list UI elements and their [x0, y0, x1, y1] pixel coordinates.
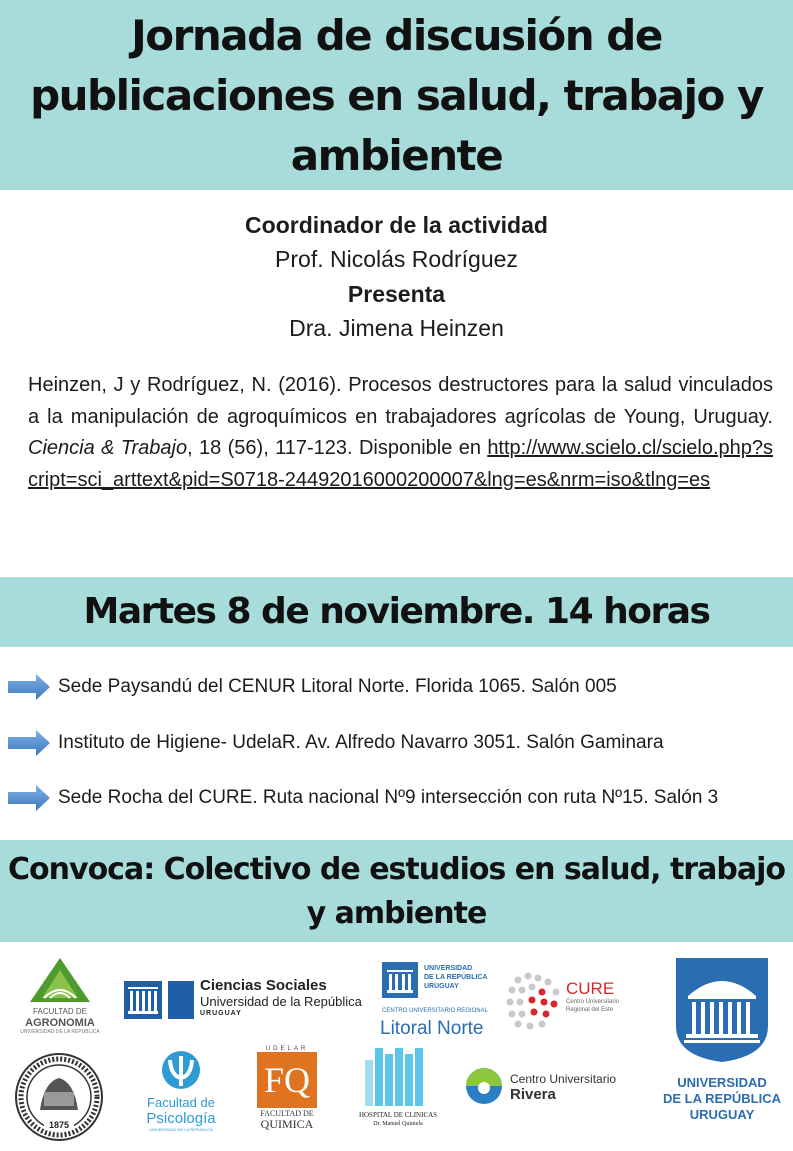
coordinator-name: Prof. Nicolás Rodríguez: [275, 246, 518, 272]
presenter-heading: Presenta: [347, 281, 446, 307]
convoca-band: [0, 840, 793, 942]
venue-text: Instituto de Higiene- UdelaR. Av. Alfredo Navarro 3051. Salón Gaminara: [58, 732, 664, 753]
cure-dots-icon: [506, 972, 564, 1030]
reference-authors-title: Heinzen, J y Rodríguez, N. (2016). Procesos destructores para la salud vinculados a la manipulación de agroquímicos en trabajadores agrícolas de Young, Uruguay.: [28, 374, 773, 428]
psicologia-emblem-icon: [161, 1050, 201, 1090]
page-title: [0, 6, 793, 186]
presenter-name: Dra. Jimena Heinzen: [289, 315, 504, 341]
venue-item: [8, 672, 617, 702]
date-band: [0, 577, 793, 647]
roles-block: [0, 208, 793, 346]
quimica-mark: FQ: [257, 1052, 317, 1108]
hospital-logo: HOSPITAL DE CLINICAS Dr. Manuel Quintela: [350, 1048, 446, 1130]
udelar-logo: UNIVERSIDAD DE LA REPÚBLICA URUGUAY: [664, 956, 780, 1132]
agronomia-logo: FACULTAD DE AGRONOMIA UNIVERSIDAD DE LA REPÚBLICA: [14, 958, 106, 1042]
reference-link[interactable]: http://www.scielo.cl/scielo.php?script=sci_arttext&pid=S0718-24492016000200007&lng=es&nrm=iso&tlng=es: [28, 437, 773, 491]
convoca-line-2: y ambiente: [306, 896, 487, 931]
title-line-1: Jornada de discusión de: [131, 11, 662, 60]
convoca-line-1: Convoca: Colectivo de estudios en salud, trabajo: [8, 852, 785, 887]
title-line-3: ambiente: [290, 131, 503, 180]
reference-volume: , 18 (56), 117-123. Disponible en: [187, 437, 488, 459]
reference-citation: [28, 370, 773, 496]
rivera-logo: Centro Universitario Rivera: [464, 1066, 634, 1110]
udelar-small-emblem-icon: [382, 962, 418, 998]
cure-logo: CURE Centro Universitario Regional del Este: [506, 972, 626, 1030]
agronomia-emblem-icon: [30, 958, 90, 1002]
udelar-shield-icon: [674, 956, 770, 1064]
title-band: [0, 0, 793, 190]
sociales-emblem-icon: [124, 979, 196, 1021]
litoral-norte-logo: UNIVERSIDAD DE LA REPÚBLICA URUGUAY CENTRO UNIVERSITARIO REGIONAL Litoral Norte: [380, 962, 492, 1042]
venue-item: [8, 728, 664, 758]
date-heading: Martes 8 de noviembre. 14 horas: [83, 591, 710, 632]
arrow-right-icon: [8, 785, 50, 811]
quimica-logo: UDELAR FQ FACULTAD DE QUIMICA: [256, 1046, 318, 1134]
reference-journal: Ciencia & Trabajo: [28, 437, 188, 459]
venue-text: Sede Rocha del CURE. Ruta nacional Nº9 intersección con ruta Nº15. Salón 3: [58, 787, 719, 808]
psicologia-logo: Facultad de Psicología UNIVERSIDAD DE LA REPÚBLICA: [136, 1050, 226, 1136]
convoca-heading: [0, 848, 793, 936]
hospital-building-icon: [365, 1048, 431, 1106]
medicina-seal-logo: 1875: [14, 1052, 104, 1142]
coordinator-heading: Coordinador de la actividad: [245, 212, 548, 238]
arrow-right-icon: [8, 730, 50, 756]
venue-text: Sede Paysandú del CENUR Litoral Norte. Florida 1065. Salón 005: [58, 676, 617, 697]
arrow-right-icon: [8, 674, 50, 700]
ciencias-sociales-logo: Ciencias Sociales Universidad de la República URUGUAY: [124, 977, 360, 1023]
rivera-emblem-icon: [464, 1066, 504, 1106]
venue-item: [8, 783, 718, 813]
title-line-2: publicaciones en salud, trabajo y: [30, 71, 763, 120]
